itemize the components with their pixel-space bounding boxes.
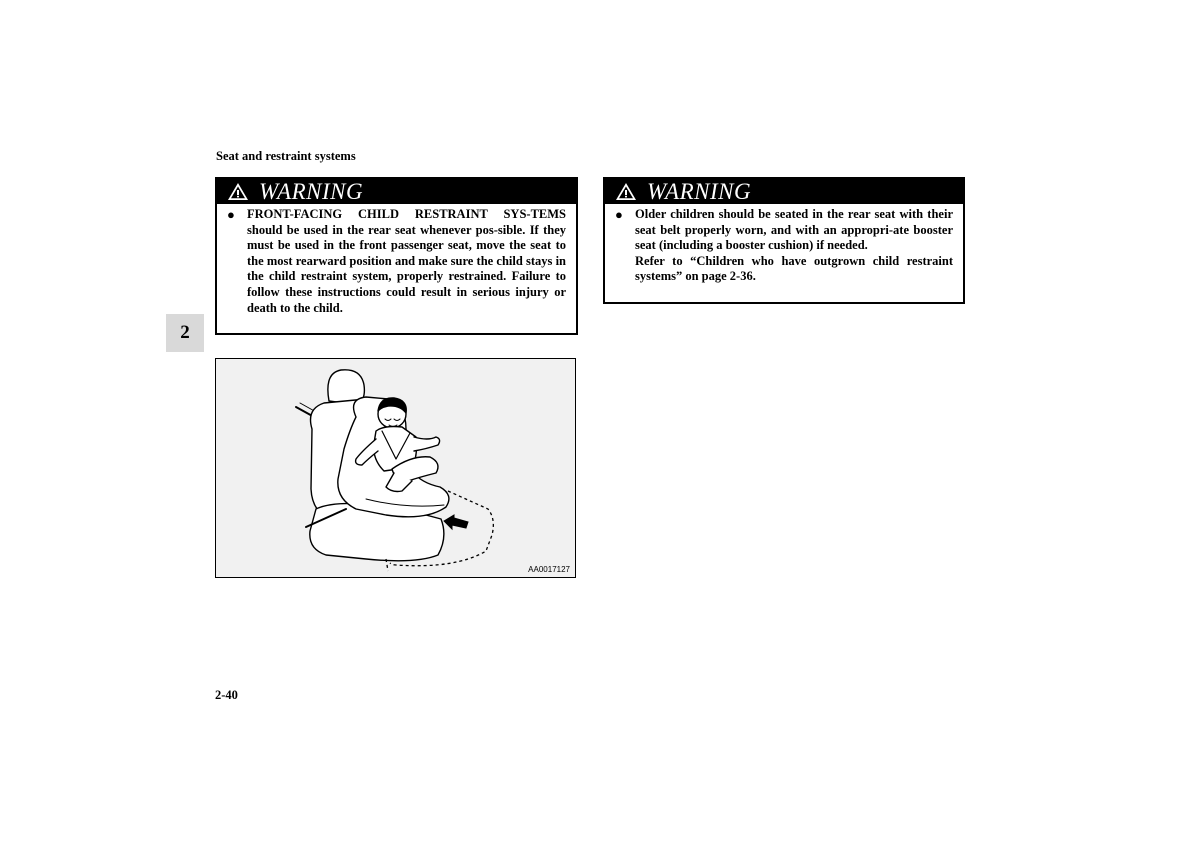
warning-triangle-icon xyxy=(227,182,249,201)
warning-paragraph: Older children should be seated in the rear seat with their seat belt properly worn, and with an appropri-ate booster seat (including a booster cushion) if needed. xyxy=(635,207,953,253)
section-header: Seat and restraint systems xyxy=(216,149,356,163)
warning-paragraph: Refer to “Children who have outgrown child restraint systems” on page 2-36. xyxy=(635,253,953,284)
chapter-tab xyxy=(166,314,204,352)
chapter-number: 2 xyxy=(180,322,190,343)
warning-box-older-children xyxy=(603,177,965,304)
warning-header xyxy=(217,179,576,204)
warning-text xyxy=(247,207,566,316)
warning-paragraph: FRONT-FACING CHILD RESTRAINT SYS-TEMS should be used in the rear seat whenever pos-sible. If they must be used in the front passenger seat, move the seat to the most rearward position and make sure the child stays in the child restraint system, properly restrained. Failure to follow these instructions could result in serious injury or death to the child. xyxy=(247,207,566,315)
warning-box-front-facing xyxy=(215,177,578,335)
warning-triangle-icon xyxy=(615,182,637,201)
warning-text xyxy=(635,207,953,285)
warning-body xyxy=(217,204,576,316)
bullet-icon: ● xyxy=(615,207,623,222)
warning-header xyxy=(605,179,963,204)
warning-title: WARNING xyxy=(259,179,364,204)
child-seat-illustration xyxy=(215,358,576,578)
child-seat-drawing xyxy=(216,359,575,577)
figure-code: AA0017127 xyxy=(528,565,570,574)
page-number: 2-40 xyxy=(215,688,238,702)
warning-body xyxy=(605,204,963,285)
bullet-icon: ● xyxy=(227,207,235,222)
warning-title: WARNING xyxy=(647,179,752,204)
